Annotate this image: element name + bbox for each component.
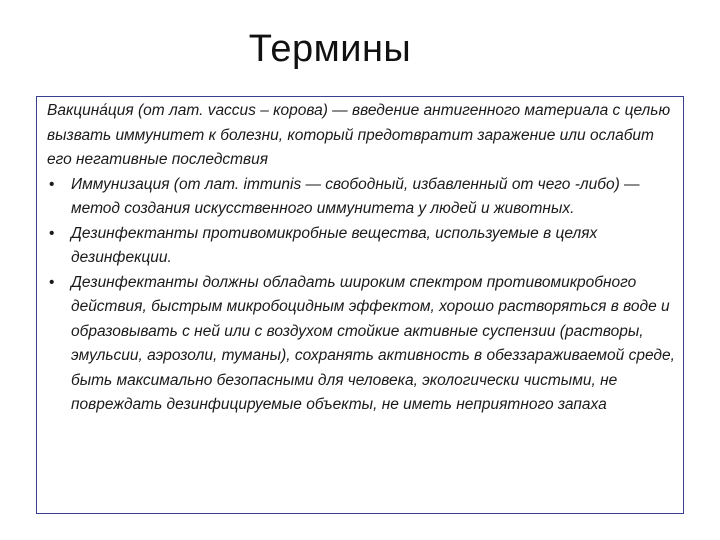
immunization-definition: Иммунизация (от лат. immunis — свободный, избавленный от чего -либо) — метод создания искусственного иммунитета у людей и животных. xyxy=(71,175,640,217)
disinfectants-definition: Дезинфектанты противомикробные вещества, используемые в целях дезинфекции. xyxy=(71,224,598,266)
bullet-icon: • xyxy=(49,175,55,193)
terms-list xyxy=(43,173,677,418)
list-item-disinfectant-requirements xyxy=(43,271,677,418)
bullet-icon: • xyxy=(49,273,55,291)
terms-text-box xyxy=(36,96,684,514)
bullet-icon: • xyxy=(49,224,55,242)
list-item-immunization xyxy=(43,173,677,222)
slide-title: Термины xyxy=(248,28,412,70)
disinfectant-requirements-text: Дезинфектанты должны обладать широким спектром противомикробного действия, быстрым микробоцидным эффектом, хорошо растворяться в воде и образовывать с ней или с воздухом стойкие активные суспензии (растворы, эмульсии, аэрозоли, туманы), сохранять активность в обеззараживаемой среде, быть максимально безопасными для человека, экологически чистыми, не повреждать дезинфицируемые объекты, не иметь неприятного запаха xyxy=(71,273,675,413)
vaccination-definition: Вакцина́ция (от лат. vaccus – корова) — введение антигенного материала с целью вызвать иммунитет к болезни, который предотвратит заражение или ослабит его негативные последствия xyxy=(47,102,671,168)
list-item-disinfectants xyxy=(43,222,677,271)
